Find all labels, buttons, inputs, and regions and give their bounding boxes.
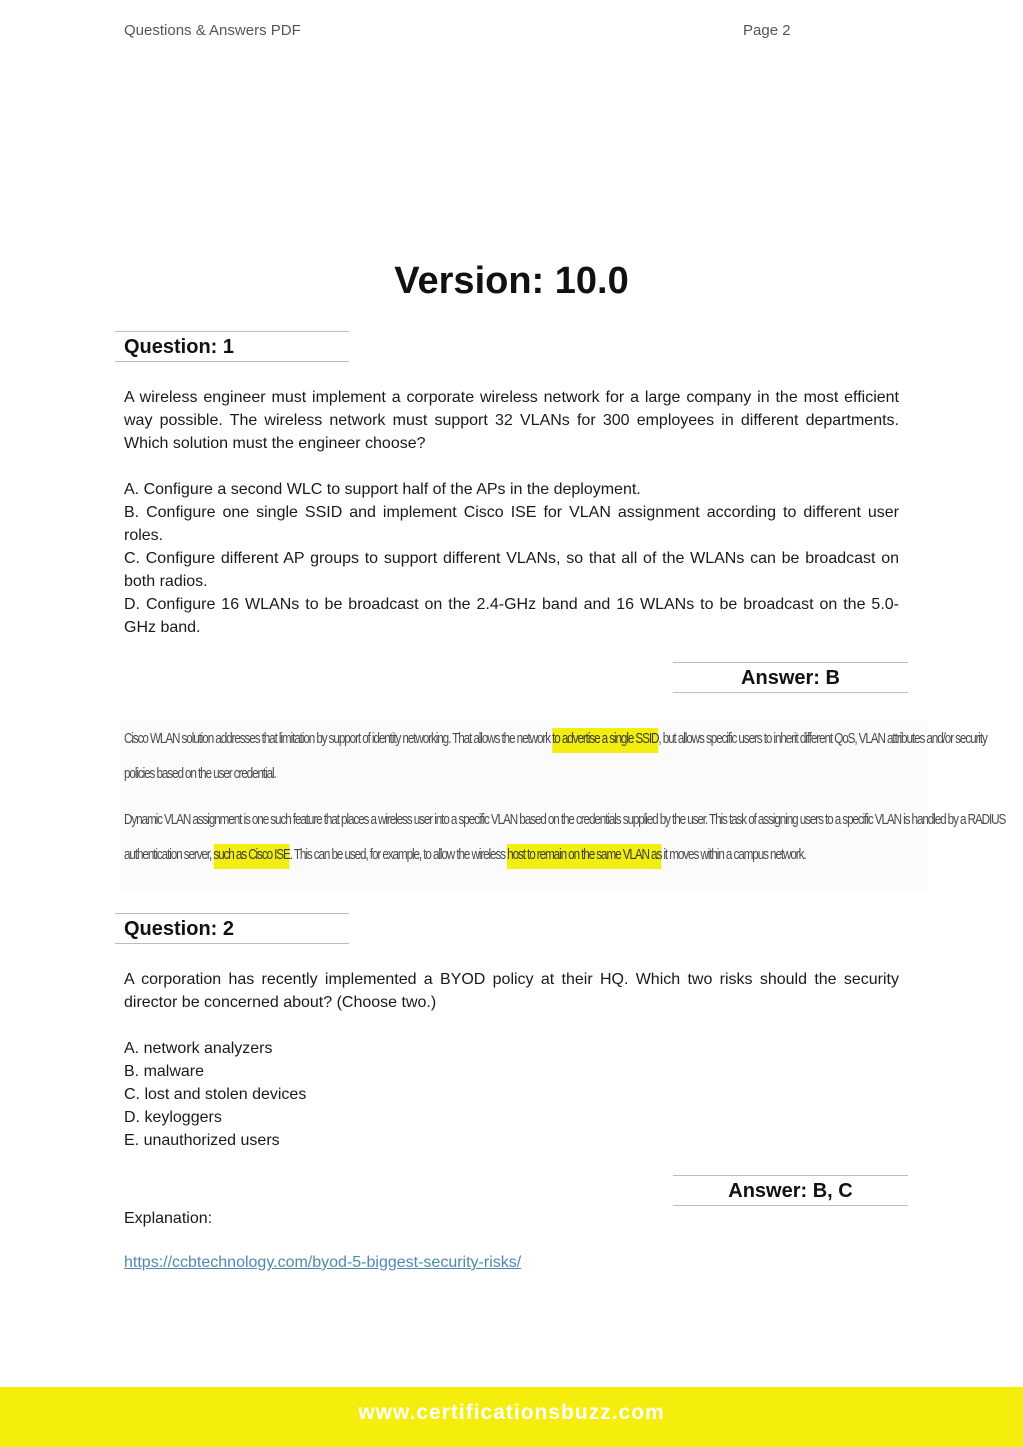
footer-banner [0, 1387, 1023, 1447]
explanation-line-1: Cisco WLAN solution addresses that limitation by support of identity networking. That allows the network to advertise a single SSID, but allows specific users to inherit different QoS, VLAN attributes and/or security [124, 730, 987, 747]
q1-option-b: B. Configure one single SSID and implement Cisco ISE for VLAN assignment according to different user roles. [124, 504, 899, 544]
question-1-answer-box [673, 662, 908, 693]
highlight-single-ssid: to advertise a single SSID [552, 728, 658, 753]
q2-option-a: A. network analyzers [124, 1040, 273, 1057]
explanation-line-3: Dynamic VLAN assignment is one such feature that places a wireless user into a specific VLAN based on the credentials supplied by the user. This task of assigning users to a specific VLAN is handled by a RADIUS [124, 811, 1006, 828]
q2-option-e: E. unauthorized users [124, 1132, 280, 1149]
question-1-title: Question: 1 [124, 336, 235, 358]
question-1-answer: Answer: B [741, 667, 840, 689]
footer-website[interactable]: www.certificationsbuzz.com [358, 1401, 665, 1424]
q2-option-d: D. keyloggers [124, 1109, 222, 1126]
question-1-text: A wireless engineer must implement a corporate wireless network for a large company in the most efficient way possible. The wireless network must support 32 VLANs for 300 employees in different departments. Which solution must the engineer choose? [124, 389, 899, 452]
explanation-link[interactable]: https://ccbtechnology.com/byod-5-biggest-security-risks/ [124, 1254, 522, 1271]
q1-option-a: A. Configure a second WLC to support half of the APs in the deployment. [124, 481, 641, 498]
version-heading: Version: 10.0 [394, 260, 629, 302]
q1-option-c: C. Configure different AP groups to support different VLANs, so that all of the WLANs can be broadcast on both radios. [124, 550, 899, 590]
page-number: Page 2 [743, 22, 791, 39]
explanation-line-2: policies based on the user credential. [124, 765, 276, 782]
explanation-label: Explanation: [124, 1210, 213, 1227]
question-2-header [115, 913, 349, 944]
highlight-same-vlan: host to remain on the same VLAN as [507, 844, 661, 869]
question-2-title: Question: 2 [124, 918, 235, 940]
question-1-header [115, 331, 349, 362]
q2-option-b: B. malware [124, 1063, 205, 1080]
question-2-answer-box [673, 1175, 908, 1206]
q1-option-d: D. Configure 16 WLANs to be broadcast on the 2.4-GHz band and 16 WLANs to be broadcast on the 5.0-GHz band. [124, 596, 899, 636]
explanation-line-4: authentication server, such as Cisco ISE. This can be used, for example, to allow the wireless host to remain on the same VLAN as it moves within a campus network. [124, 846, 806, 863]
q2-option-c: C. lost and stolen devices [124, 1086, 307, 1103]
header-title: Questions & Answers PDF [124, 22, 301, 39]
explanation-image [121, 720, 1006, 890]
question-2-answer: Answer: B, C [728, 1180, 853, 1202]
highlight-cisco-ise: such as Cisco ISE [213, 844, 289, 869]
question-2-text: A corporation has recently implemented a BYOD policy at their HQ. Which two risks should the security director be concerned about? (Choose two.) [124, 971, 899, 1011]
